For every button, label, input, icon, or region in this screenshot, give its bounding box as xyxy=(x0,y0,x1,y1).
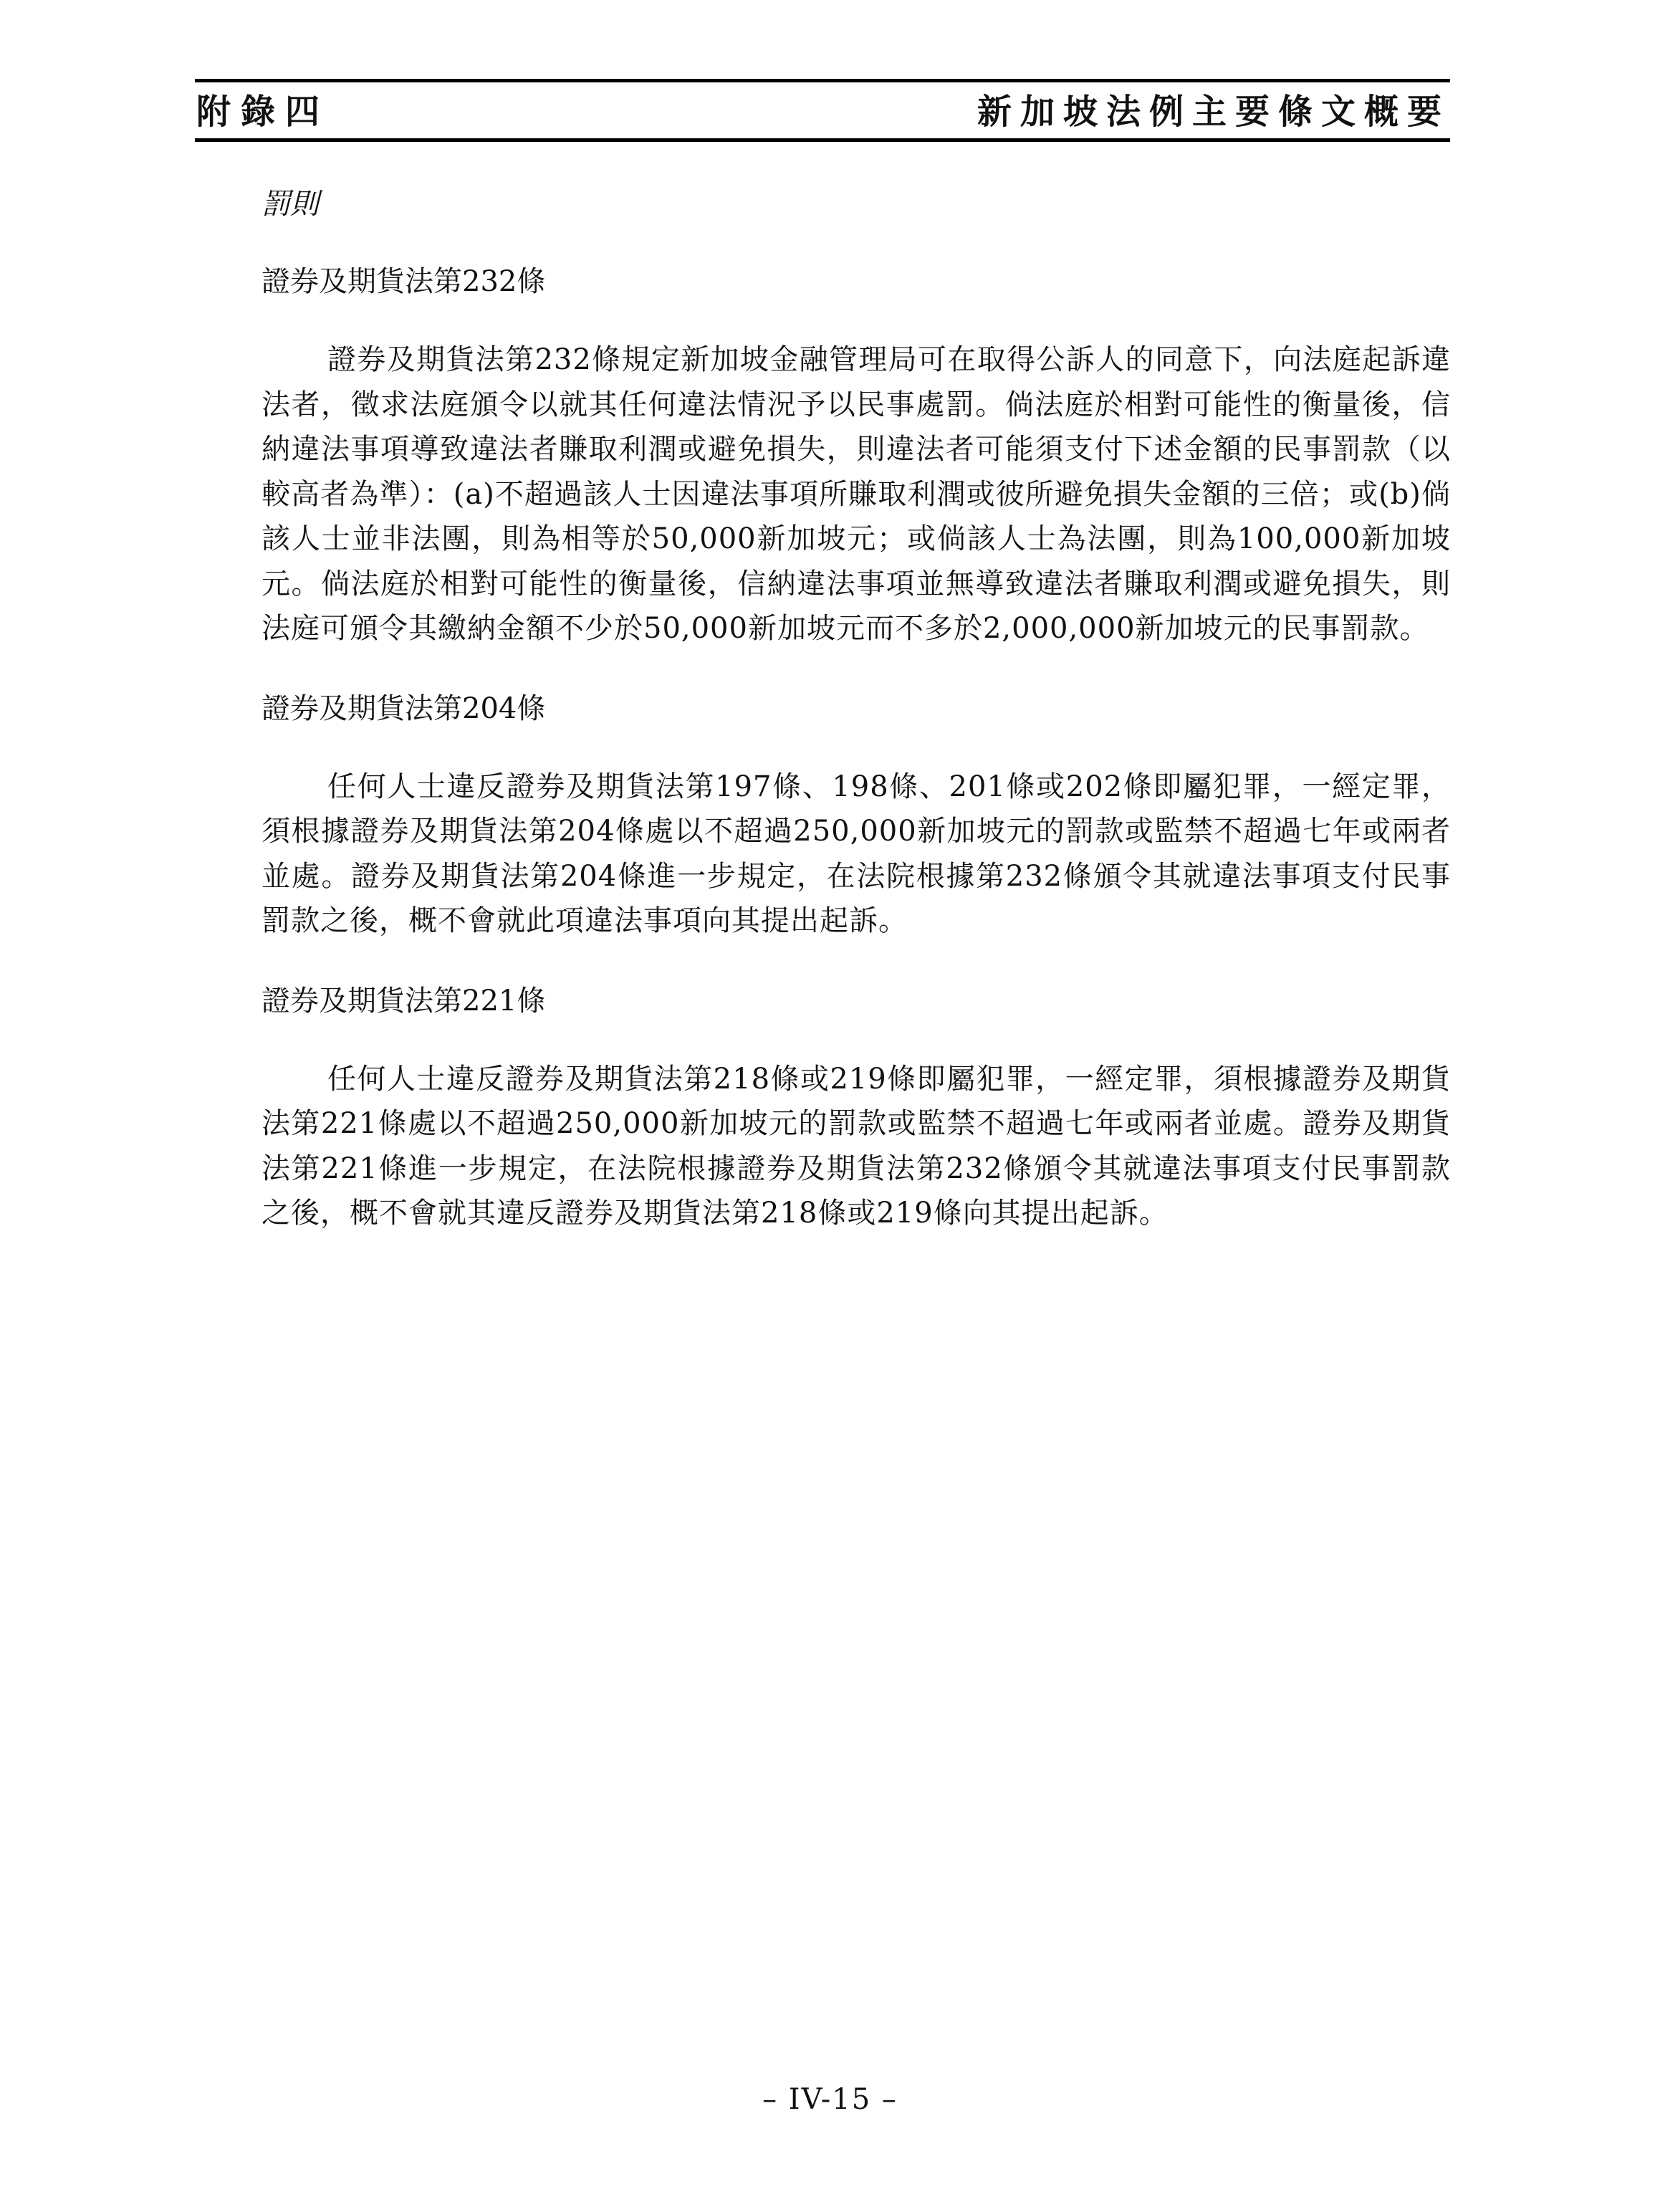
section-title-232: 證券及期貨法第232條 xyxy=(262,265,546,298)
document-title: 新加坡法例主要條文概要 xyxy=(977,92,1450,132)
section-title-221: 證券及期貨法第221條 xyxy=(262,984,546,1018)
section-title-204: 證券及期貨法第204條 xyxy=(262,691,546,725)
appendix-label: 附錄四 xyxy=(196,92,330,132)
section-paragraph-221: 任何人士違反證券及期貨法第218條或219條即屬犯罪，一經定罪，須根據證券及期貨法第221條處以不超過250,000新加坡元的罰款或監禁不超過七年或兩者並處。證券及期貨法第221條進一步規定，在法院根據證券及期貨法第232條頒令其就違法事項支付民事罰款之後，概不會就其違反證券及期貨法第218條或219條向其提出起訴。 xyxy=(262,1062,1451,1230)
section-paragraph-232: 證券及期貨法第232條規定新加坡金融管理局可在取得公訴人的同意下，向法庭起訴違法者，徵求法庭頒令以就其任何違法情況予以民事處罰。倘法庭於相對可能性的衡量後，信納違法事項導致違法者賺取利潤或避免損失，則違法者可能須支付下述金額的民事罰款（以較高者為準）：(a)不超過該人士因違法事項所賺取利潤或彼所避免損失金額的三倍；或(b)倘該人士並非法團，則為相等於50,000新加坡元；或倘該人士為法團，則為100,000新加坡元。倘法庭於相對可能性的衡量後，信納違法事項並無導致違法者賺取利潤或避免損失，則法庭可頒令其繳納金額不少於50,000新加坡元而不多於2,000,000新加坡元的民事罰款。 xyxy=(262,343,1451,645)
penalties-heading: 罰則 xyxy=(262,188,319,221)
section-paragraph-204: 任何人士違反證券及期貨法第197條、198條、201條或202條即屬犯罪，一經定罪，須根據證券及期貨法第204條處以不超過250,000新加坡元的罰款或監禁不超過七年或兩者並處。證券及期貨法第204條進一步規定，在法院根據第232條頒令其就違法事項支付民事罰款之後，概不會就此項違法事項向其提出起訴。 xyxy=(262,770,1451,937)
page-header xyxy=(195,79,1450,142)
page-number: – IV-15 – xyxy=(762,2083,898,2116)
main-content xyxy=(262,183,1451,1236)
